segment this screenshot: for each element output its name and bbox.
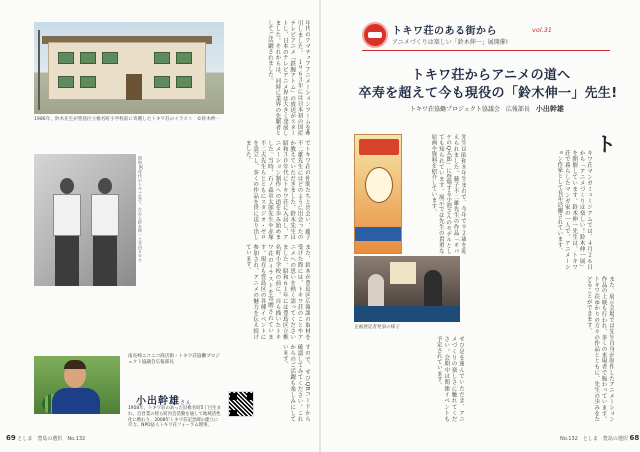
byline: トキワ荘協働プロジェクト協議会 広報部長 小出幹雄 [410, 105, 564, 113]
building-window [58, 52, 74, 64]
building-window [154, 52, 170, 64]
person-right [88, 178, 122, 286]
body-column-2: 先生は昭和８年生まれで、今年で９２歳を迎えられました。藤子不二雄先生の作品「オバケのQ太郎」に登場する小池さんのモデルとしても知られています。展示では先生の貴重な原画や資料を紹介しています。 [430, 134, 466, 254]
press-event-photo [354, 256, 460, 322]
building-window [80, 52, 96, 64]
left-footer: 69 としま 豊島の選択 No.132 [6, 434, 86, 442]
header-rule [362, 50, 610, 51]
right-footer: No.132 としま 豊島の選択 68 [560, 434, 640, 442]
drop-cap: ト [596, 132, 616, 156]
page-gutter [319, 0, 321, 452]
building-window [102, 52, 118, 64]
profile-bio: 1958年、トキワ荘のあった旧椎名町5丁目生まれ。自営業の傍ら町内会活動を通して地域活性化に携わり、2008年トキワ荘記念碑の建立に尽力。NPO法人トキワ荘フォーラム理事。 [128, 406, 221, 429]
building-window [176, 52, 192, 64]
body-column-c: また、鈴木が豊島区広報課の取材を受けた際には、トキワ荘のことやアニメへの思いを熱く語ってくださいました。昭和６１年には豊島区立椎名町小学校の前に、自ら描いたトキワ荘のイラストを寄贈されています。現在も豊島区の各種イベントに参加され、アニメの魅力を伝え続けています。 [244, 244, 310, 340]
profile-header: 南長崎ニコニコ商店街・トキワ荘協働プロジェクト協議会広報部長 [128, 354, 220, 366]
photo1-caption: 1986年、鈴木先生が豊島区立椎名町小学校前に寄贈したトキワ荘のイラスト ©鈴木伸一 [34, 117, 221, 122]
building-door [126, 74, 142, 100]
building-window [58, 76, 74, 88]
qr-code[interactable] [228, 391, 254, 417]
building-window [80, 76, 96, 88]
body-column-a: 年代のアマチュアアニメーションブームを牽引しました。 １９６３年には日本初の国産テレビアニメ「鉄腕アトム」の放送がスタートし、日本のテレビアニメ界は大きく発展しました。それからは、同時に業界の先駆者としてご活躍されました。 [266, 20, 310, 136]
series-title: トキワ荘のある街から [392, 26, 497, 37]
building-window [176, 76, 192, 88]
body-column-d: すので、ぜひQRコードから確認してみてください。これからのご活躍も楽しみにしています。 [281, 344, 310, 422]
body-column-b: でトキワ荘の仲間たちと出会い、藤子不二雄先生にはどのように出会ったのか教えていただきました。鈴木先生は昭和３０年代にトキワ荘に入居し、アニメーション制作への道を歩み始めました。当時、石ノ森章太郎先生や赤塚不二夫先生らとともにスタジオ・ゼロを設立し、多くの作品を世に送り出しました。 [244, 140, 310, 240]
exhibition-poster [354, 134, 402, 254]
series-subtitle: アニメづくりは楽しい「鈴木伸一」展開催! [392, 39, 509, 46]
historic-photo [34, 154, 136, 286]
profile-name: 小出幹雄さん [136, 396, 193, 407]
headline-line-2: 卒寿を超えて今も現役の「鈴木伸一」先生! [358, 86, 618, 101]
body-column-1: キワ荘マンガミュージアムでは、４月２６日から「アニメづくりは楽しい！鈴木伸一展」を開催しています。鈴木伸一先生は、トキワ荘で暮らしたマンガ家の一人で、アニメーション作家として長年活躍されています。 [556, 150, 592, 270]
series-badge-icon [362, 22, 388, 48]
event-caption: 企画展記者発表の様子 [354, 325, 400, 330]
author-portrait [34, 356, 120, 414]
body-column-3: また、展示会場では先生自身が制作したアニメーション作品の上映も行われ、多くの来場者で賑わっています。トキワ荘ゆかりの方々の作品とともに、先生の歩みをたどることができます。 [585, 276, 614, 422]
tokiwaso-illustration-photo [34, 22, 224, 114]
building-window [154, 76, 170, 88]
body-column-4: ぜひ足を運んでいただき、アニメづくりの楽しさに触れてください。会期中は関連イベントも予定されています。 [435, 336, 464, 422]
person-left [50, 178, 84, 286]
series-volume: vol.31 [532, 26, 552, 34]
headline-line-1: トキワ荘からアニメの道へ [411, 68, 571, 83]
utility-pole [38, 30, 40, 110]
photo2-caption: 昭和30年代のトキワ荘で、左から鈴木伸一と寺田ヒロオ [138, 156, 143, 262]
